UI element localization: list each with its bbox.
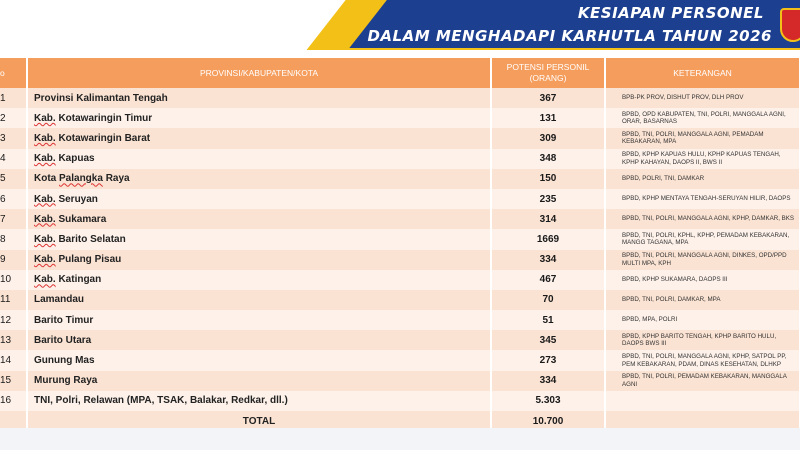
row-region — [27, 108, 491, 128]
row-potensi: 70 — [491, 290, 605, 310]
row-potensi: 309 — [491, 128, 605, 148]
row-keterangan: BPBD, KPHP SUKAMARA, DAOPS III — [605, 270, 800, 290]
region-suffix: Seruyan — [55, 193, 98, 205]
table-row — [0, 270, 800, 290]
row-number: 1 — [0, 88, 27, 108]
table-row — [0, 310, 800, 330]
row-region — [27, 250, 491, 270]
total-label: TOTAL — [27, 411, 491, 431]
page-title-line2: DALAM MENGHADAPI KARHUTLA TAHUN 2026 — [367, 27, 772, 45]
region-underlined: Kab. — [34, 213, 56, 225]
table-row — [0, 330, 800, 350]
row-number: 12 — [0, 310, 27, 330]
header-keterangan: KETERANGAN — [605, 58, 800, 88]
row-potensi: 467 — [491, 270, 605, 290]
footer-strip — [0, 428, 800, 450]
region-suffix: Barito Utara — [34, 334, 92, 346]
row-region — [27, 270, 491, 290]
row-region — [27, 330, 491, 350]
region-suffix: Barito Timur — [34, 314, 94, 326]
row-number: 13 — [0, 330, 27, 350]
header-no: o — [0, 58, 27, 88]
row-number: 8 — [0, 229, 27, 249]
region-underlined: Kab. — [34, 233, 56, 245]
region-suffix: Gunung Mas — [34, 355, 95, 367]
table-row — [0, 88, 800, 108]
row-keterangan: BPB-PK PROV, DISHUT PROV, DLH PROV — [605, 88, 800, 108]
row-potensi: 235 — [491, 189, 605, 209]
row-potensi: 131 — [491, 108, 605, 128]
region-suffix: Kotawaringin Barat — [55, 132, 151, 144]
row-potensi: 367 — [491, 88, 605, 108]
row-number: 15 — [0, 371, 27, 391]
row-region — [27, 169, 491, 189]
row-keterangan: BPBD, TNI, POLRI, DAMKAR, MPA — [605, 290, 800, 310]
row-potensi: 150 — [491, 169, 605, 189]
row-potensi: 51 — [491, 310, 605, 330]
region-underlined: Kab. — [34, 132, 56, 144]
row-potensi: 314 — [491, 209, 605, 229]
table-row — [0, 350, 800, 370]
row-potensi: 334 — [491, 250, 605, 270]
header-potensi-line1: POTENSI PERSONIL — [506, 62, 590, 72]
row-number: 2 — [0, 108, 27, 128]
table-row — [0, 391, 800, 411]
row-region — [27, 290, 491, 310]
row-region — [27, 350, 491, 370]
row-number: 4 — [0, 149, 27, 169]
slide-header — [0, 0, 800, 56]
row-keterangan: BPBD, KPHP KAPUAS HULU, KPHP KAPUAS TENGAH, KPHP KAHAYAN, DAOPS II, BWS II — [605, 149, 800, 169]
region-suffix: TNI, Polri, Relawan (MPA, TSAK, Balakar, Redkar, dll.) — [34, 395, 288, 407]
row-keterangan: BPBD, TNI, POLRI, KPHL, KPHP, PEMADAM KEBAKARAN, MANGG TAGANA, MPA — [605, 229, 800, 249]
emblem-logo-icon — [780, 8, 800, 42]
total-value: 10.700 — [491, 411, 605, 431]
row-region — [27, 310, 491, 330]
table-row — [0, 371, 800, 391]
table-row — [0, 189, 800, 209]
region-suffix: Barito Selatan — [55, 233, 126, 245]
row-number: 6 — [0, 189, 27, 209]
region-prefix: Kota — [34, 173, 59, 185]
page-title-line1: KESIAPAN PERSONEL — [577, 4, 764, 22]
header-potensi-line2: (ORANG) — [529, 73, 567, 83]
region-suffix: Pulang Pisau — [55, 254, 122, 266]
table-row — [0, 149, 800, 169]
table-row — [0, 209, 800, 229]
row-number: 14 — [0, 350, 27, 370]
row-number: 16 — [0, 391, 27, 411]
row-keterangan — [605, 391, 800, 411]
row-keterangan: BPBD, TNI, POLRI, PEMADAM KEBAKARAN, MANGGALA AGNI — [605, 371, 800, 391]
row-number: 11 — [0, 290, 27, 310]
table-row — [0, 250, 800, 270]
region-suffix: Raya — [102, 173, 130, 185]
row-region — [27, 88, 491, 108]
row-keterangan: BPBD, POLRI, TNI, DAMKAR — [605, 169, 800, 189]
row-region — [27, 391, 491, 411]
table-row — [0, 128, 800, 148]
region-suffix: Sukamara — [55, 213, 107, 225]
row-region — [27, 128, 491, 148]
region-underlined: Kab. — [34, 112, 56, 124]
table-row — [0, 290, 800, 310]
row-number: 10 — [0, 270, 27, 290]
row-keterangan: BPBD, TNI, POLRI, MANGGALA AGNI, PEMADAM KEBAKARAN, MPA — [605, 128, 800, 148]
table-header-row — [0, 58, 800, 88]
region-underlined: Kab. — [34, 274, 56, 286]
region-underlined: Kab. — [34, 153, 56, 165]
row-number: 7 — [0, 209, 27, 229]
row-keterangan: BPBD, OPD KABUPATEN, TNI, POLRI, MANGGALA AGNI, ORAR, BASARNAS — [605, 108, 800, 128]
row-number: 3 — [0, 128, 27, 148]
header-name: PROVINSI/KABUPATEN/KOTA — [27, 58, 491, 88]
row-keterangan: BPBD, TNI, POLRI, MANGGALA AGNI, DINKES, OPD/PPD MULTI MPA, KPH — [605, 250, 800, 270]
region-underlined: Kab. — [34, 254, 56, 266]
region-suffix: Murung Raya — [34, 375, 98, 387]
region-underlined: Palangka — [59, 173, 103, 185]
row-potensi: 345 — [491, 330, 605, 350]
row-keterangan: BPBD, TNI, POLRI, MANGGALA AGNI, KPHP, SATPOL PP, PEM KEBAKARAN, PDAM, DINAS KESEHATAN, DLHKP — [605, 350, 800, 370]
row-region — [27, 149, 491, 169]
row-keterangan: BPBD, KPHP MENTAYA TENGAH-SERUYAN HILIR, DAOPS — [605, 189, 800, 209]
row-keterangan: BPBD, TNI, POLRI, MANGGALA AGNI, KPHP, DAMKAR, BKS — [605, 209, 800, 229]
row-keterangan: BPBD, KPHP BARITO TENGAH, KPHP BARITO HULU, DAOPS BWS III — [605, 330, 800, 350]
region-suffix: Kotawaringin Timur — [55, 112, 153, 124]
row-region — [27, 371, 491, 391]
region-suffix: Kapuas — [55, 153, 95, 165]
row-number: 5 — [0, 169, 27, 189]
row-region — [27, 209, 491, 229]
row-keterangan: BPBD, MPA, POLRI — [605, 310, 800, 330]
region-suffix: Provinsi Kalimantan Tengah — [34, 92, 168, 104]
region-suffix: Katingan — [55, 274, 102, 286]
row-potensi: 348 — [491, 149, 605, 169]
table-row — [0, 169, 800, 189]
row-potensi: 5.303 — [491, 391, 605, 411]
table-row — [0, 108, 800, 128]
row-potensi: 1669 — [491, 229, 605, 249]
row-potensi: 273 — [491, 350, 605, 370]
row-number: 9 — [0, 250, 27, 270]
personnel-table — [0, 58, 800, 431]
region-underlined: Kab. — [34, 193, 56, 205]
row-region — [27, 189, 491, 209]
row-potensi: 334 — [491, 371, 605, 391]
header-potensi — [491, 58, 605, 88]
table-row — [0, 229, 800, 249]
region-suffix: Lamandau — [34, 294, 85, 306]
row-region — [27, 229, 491, 249]
